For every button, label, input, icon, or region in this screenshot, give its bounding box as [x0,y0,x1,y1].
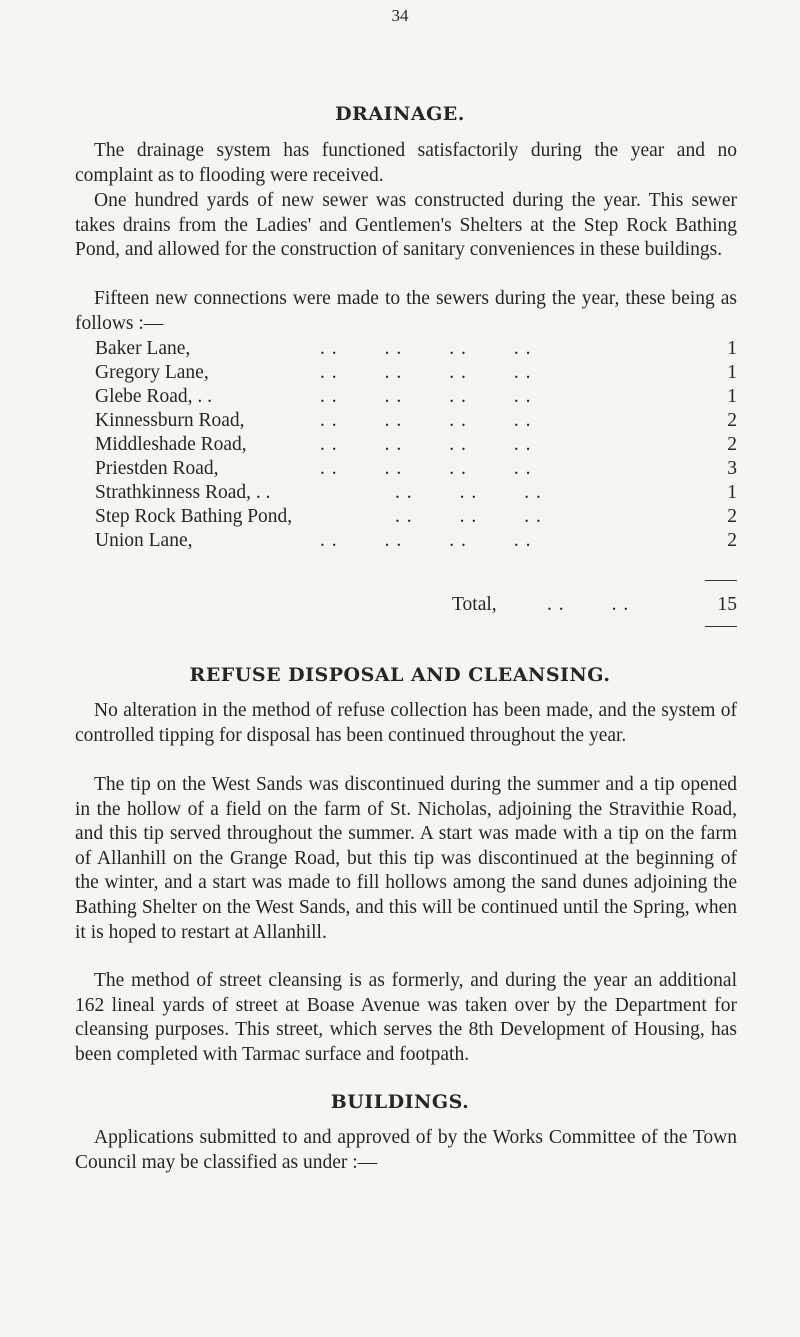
drainage-heading: DRAINAGE. [335,103,465,125]
leader-dots: . . . . . . . . [320,530,532,551]
connection-count: 2 [727,530,737,551]
connection-row [95,505,737,529]
connection-count: 2 [727,410,737,431]
leader-dots: . . . . . . . . [320,338,532,359]
leader-dots: . . . . . . . . [320,410,532,431]
total-rule-bottom [705,626,737,627]
connection-road: Strathkinness Road, . . [95,482,271,503]
leader-dots: . . . . . . [395,482,542,503]
connection-count: 3 [727,458,737,479]
connection-row [95,361,737,385]
connection-road: Priestden Road, [95,458,219,479]
connection-road: Middleshade Road, [95,434,247,455]
drainage-paragraph-3: Fifteen new connections were made to the sewers during the year, these being as follows :— [75,288,737,334]
connection-row [95,337,737,361]
refuse-paragraph-1: No alteration in the method of refuse collection has been made, and the system of controlled tipping for disposal has been continued throughout the year. [75,700,737,746]
leader-dots: . . . . . . . . [320,434,532,455]
total-label: Total, [452,594,497,615]
page-number: 34 [391,6,409,25]
refuse-heading: REFUSE DISPOSAL AND CLEANSING. [189,664,611,686]
refuse-paragraph-3: The method of street cleansing is as formerly, and during the year an additional 162 lineal yards of street at Boase Avenue was taken over by the Department for cleansing purposes. This street, which serves the 8th Development of Housing, has been completed with Tarmac surface and footpath. [75,970,737,1065]
refuse-paragraph-2: The tip on the West Sands was discontinued during the summer and a tip opened in the hollow of a field on the farm of St. Nicholas, adjoining the Stravithie Road, and this tip served throughout the summer. A start was made with a tip on the farm of Allanhill on the Grange Road, but this tip was discontinued at the beginning of the winter, and a start was made to fill hollows among the sand dunes adjoining the Bathing Shelter on the West Sands, and this will be continued until the Spring, when it is hoped to restart at Allanhill. [75,774,737,943]
drainage-paragraph-1: The drainage system has functioned satisfactorily during the year and no complaint as to flooding were received. [75,140,737,186]
connection-count: 2 [727,506,737,527]
connection-road: Union Lane, [95,530,193,551]
total-rule-top [705,580,737,581]
connection-count: 2 [727,434,737,455]
total-value: 15 [717,594,737,615]
leader-dots: . . . . . . . . [320,362,532,383]
buildings-paragraph-1: Applications submitted to and approved of by the Works Committee of the Town Council may be classified as under :— [75,1127,737,1173]
leader-dots: . . . . . . [395,506,542,527]
total-row [95,593,737,617]
buildings-heading: BUILDINGS. [330,1091,470,1113]
connection-count: 1 [727,338,737,359]
connection-road: Step Rock Bathing Pond, [95,506,293,527]
drainage-paragraph-2: One hundred yards of new sewer was constructed during the year. This sewer takes drains from the Ladies' and Gentlemen's Shelters at the Step Rock Bathing Pond, and allowed for the construction of sanitary conveniences in these buildings. [75,190,737,261]
connection-road: Glebe Road, . . [95,386,212,407]
connection-count: 1 [727,362,737,383]
connection-count: 1 [727,482,737,503]
leader-dots: . . . . . . . . [320,386,532,407]
connection-row [95,481,737,505]
connection-row [95,433,737,457]
connection-row [95,385,737,409]
connection-row [95,409,737,433]
connection-road: Gregory Lane, [95,362,209,383]
leader-dots: . . . . [547,594,630,615]
connection-road: Kinnessburn Road, [95,410,245,431]
leader-dots: . . . . . . . . [320,458,532,479]
connection-road: Baker Lane, [95,338,191,359]
connection-row [95,529,737,553]
connection-row [95,457,737,481]
connection-count: 1 [727,386,737,407]
